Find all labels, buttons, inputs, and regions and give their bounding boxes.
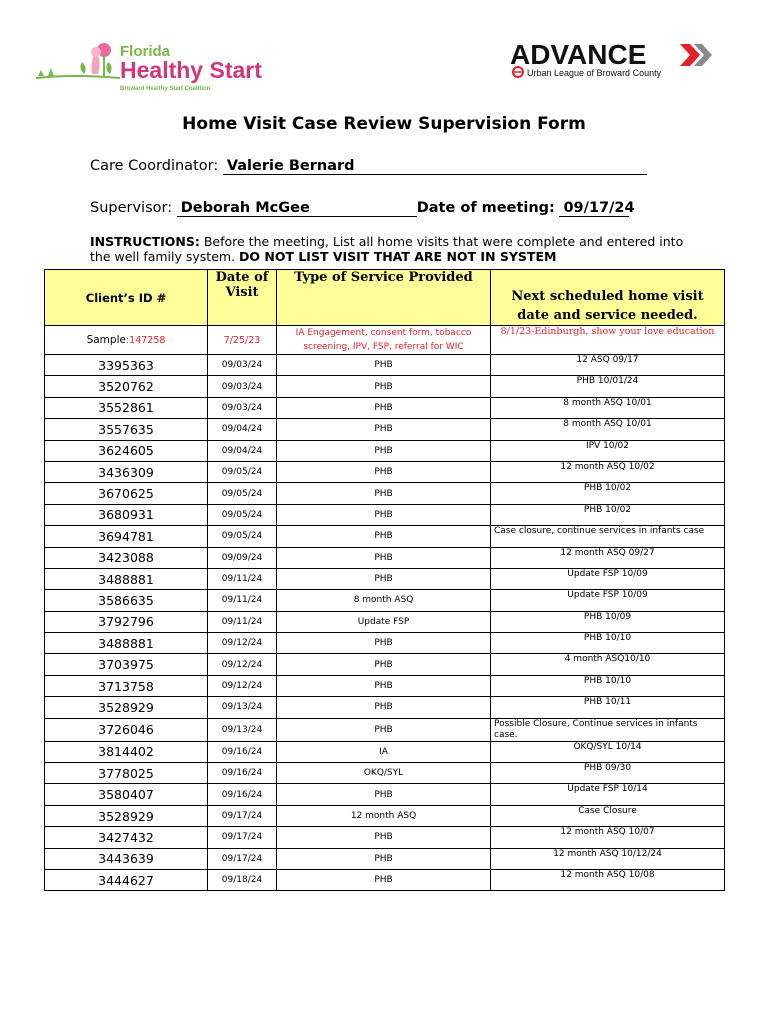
form-title: Home Visit Case Review Supervision Form bbox=[182, 114, 586, 134]
client-id-cell[interactable]: 3557635 bbox=[45, 419, 208, 440]
client-id-cell[interactable]: 3680931 bbox=[45, 504, 208, 525]
service-cell[interactable]: PHB bbox=[277, 675, 491, 696]
table-row bbox=[45, 784, 725, 805]
table-row bbox=[45, 763, 725, 784]
date-of-visit-cell[interactable]: 09/05/24 bbox=[208, 526, 277, 547]
client-id-cell[interactable]: 3552861 bbox=[45, 397, 208, 418]
next-visit-cell[interactable]: 12 ASQ 09/17 bbox=[491, 355, 725, 376]
client-id-cell[interactable]: 3670625 bbox=[45, 483, 208, 504]
client-id-cell[interactable]: 3814402 bbox=[45, 741, 208, 762]
service-cell[interactable]: IA bbox=[277, 741, 491, 762]
service-cell[interactable]: 12 month ASQ bbox=[277, 805, 491, 826]
service-cell[interactable]: PHB bbox=[277, 654, 491, 675]
table-row bbox=[45, 526, 725, 547]
supervisor-label: Supervisor: bbox=[90, 200, 173, 216]
table-row bbox=[45, 461, 725, 482]
next-visit-cell[interactable]: PHB 10/11 bbox=[491, 697, 725, 718]
next-visit-cell[interactable]: 12 month ASQ 10/02 bbox=[491, 461, 725, 482]
service-cell[interactable]: PHB bbox=[277, 718, 491, 741]
table-row bbox=[45, 483, 725, 504]
date-of-visit-cell[interactable]: 09/17/24 bbox=[208, 805, 277, 826]
client-id-cell[interactable]: 3624605 bbox=[45, 440, 208, 461]
service-cell[interactable]: PHB bbox=[277, 419, 491, 440]
table-row bbox=[45, 741, 725, 762]
client-id-cell[interactable]: 3423088 bbox=[45, 547, 208, 568]
table-row bbox=[45, 827, 725, 848]
care-coordinator-label: Care Coordinator: bbox=[90, 158, 219, 174]
client-id-cell[interactable]: 3488881 bbox=[45, 568, 208, 589]
header-date-of-visit: Date of Visit bbox=[208, 270, 277, 326]
table-row bbox=[45, 718, 725, 741]
supervisor-row bbox=[90, 200, 635, 217]
table-row bbox=[45, 805, 725, 826]
florida-healthy-start-logo bbox=[34, 40, 294, 96]
next-visit-cell[interactable]: PHB 10/02 bbox=[491, 504, 725, 525]
client-id-cell[interactable]: 3713758 bbox=[45, 675, 208, 696]
table-row bbox=[45, 697, 725, 718]
date-of-visit-cell[interactable]: 09/12/24 bbox=[208, 654, 277, 675]
client-id-cell[interactable]: 3427432 bbox=[45, 827, 208, 848]
next-visit-cell[interactable]: 8 month ASQ 10/01 bbox=[491, 397, 725, 418]
next-visit-cell[interactable]: 8 month ASQ 10/01 bbox=[491, 419, 725, 440]
client-id-cell[interactable]: 3528929 bbox=[45, 805, 208, 826]
header-client-id: Client’s ID # bbox=[45, 270, 208, 326]
service-cell[interactable]: PHB bbox=[277, 633, 491, 654]
date-of-visit-cell[interactable]: 09/16/24 bbox=[208, 741, 277, 762]
date-of-visit-cell[interactable]: 09/17/24 bbox=[208, 827, 277, 848]
service-cell[interactable]: PHB bbox=[277, 483, 491, 504]
service-cell[interactable]: PHB bbox=[277, 784, 491, 805]
table-row bbox=[45, 848, 725, 869]
supervisor-field[interactable]: Deborah McGee bbox=[177, 200, 417, 217]
sample-next: 8/1/23-Edinburgh, show your love education bbox=[491, 326, 725, 355]
instructions-warning: DO NOT LIST VISIT THAT ARE NOT IN SYSTEM bbox=[239, 249, 557, 264]
next-visit-cell[interactable]: Update FSP 10/09 bbox=[491, 590, 725, 611]
date-of-visit-cell[interactable]: 09/11/24 bbox=[208, 590, 277, 611]
service-cell[interactable]: 8 month ASQ bbox=[277, 590, 491, 611]
service-cell[interactable]: PHB bbox=[277, 440, 491, 461]
care-coordinator-row bbox=[90, 158, 647, 175]
date-of-visit-cell[interactable]: 09/12/24 bbox=[208, 675, 277, 696]
table-row bbox=[45, 633, 725, 654]
next-visit-cell[interactable]: 12 month ASQ 10/07 bbox=[491, 827, 725, 848]
table-row bbox=[45, 376, 725, 397]
date-of-visit-cell[interactable]: 09/16/24 bbox=[208, 784, 277, 805]
logo-subtitle: Urban League of Broward County bbox=[527, 68, 662, 78]
next-visit-cell[interactable]: PHB 10/01/24 bbox=[491, 376, 725, 397]
next-visit-cell[interactable]: OKQ/SYL 10/14 bbox=[491, 741, 725, 762]
service-cell[interactable]: PHB bbox=[277, 397, 491, 418]
next-visit-cell[interactable]: PHB 10/02 bbox=[491, 483, 725, 504]
table-row bbox=[45, 590, 725, 611]
table-row bbox=[45, 504, 725, 525]
table-row bbox=[45, 397, 725, 418]
sample-date: 7/25/23 bbox=[208, 326, 277, 355]
service-cell[interactable]: Update FSP bbox=[277, 611, 491, 632]
service-cell[interactable]: OKQ/SYL bbox=[277, 763, 491, 784]
date-of-meeting-label: Date of meeting: bbox=[416, 200, 555, 216]
client-id-cell[interactable]: 3580407 bbox=[45, 784, 208, 805]
client-id-cell[interactable]: 3586635 bbox=[45, 590, 208, 611]
service-cell[interactable]: PHB bbox=[277, 848, 491, 869]
next-visit-cell[interactable]: Case closure, continue services in infants case bbox=[491, 526, 725, 547]
table-row bbox=[45, 440, 725, 461]
date-of-visit-cell[interactable]: 09/05/24 bbox=[208, 504, 277, 525]
table-row bbox=[45, 419, 725, 440]
table-row bbox=[45, 869, 725, 890]
next-visit-cell[interactable]: 12 month ASQ 10/08 bbox=[491, 869, 725, 890]
service-cell[interactable]: PHB bbox=[277, 697, 491, 718]
table-row bbox=[45, 355, 725, 376]
service-cell[interactable]: PHB bbox=[277, 827, 491, 848]
next-visit-cell[interactable]: IPV 10/02 bbox=[491, 440, 725, 461]
service-cell[interactable]: PHB bbox=[277, 869, 491, 890]
client-id-cell[interactable]: 3778025 bbox=[45, 763, 208, 784]
advance-logo bbox=[508, 38, 718, 82]
client-id-cell[interactable]: 3528929 bbox=[45, 697, 208, 718]
next-visit-cell[interactable]: 12 month ASQ 09/27 bbox=[491, 547, 725, 568]
table-header-row bbox=[45, 270, 725, 326]
header-next-visit: Next scheduled home visit date and service needed. bbox=[491, 270, 725, 326]
next-visit-cell[interactable]: PHB 10/09 bbox=[491, 611, 725, 632]
service-cell[interactable]: PHB bbox=[277, 376, 491, 397]
date-of-visit-cell[interactable]: 09/11/24 bbox=[208, 611, 277, 632]
service-cell[interactable]: PHB bbox=[277, 504, 491, 525]
date-of-visit-cell[interactable]: 09/12/24 bbox=[208, 633, 277, 654]
client-id-cell[interactable]: 3726046 bbox=[45, 718, 208, 741]
header-type-of-service: Type of Service Provided bbox=[277, 270, 491, 326]
date-of-visit-cell[interactable]: 09/05/24 bbox=[208, 483, 277, 504]
client-id-cell[interactable]: 3444627 bbox=[45, 869, 208, 890]
flower-logo-icon bbox=[34, 40, 294, 96]
date-of-visit-cell[interactable]: 09/04/24 bbox=[208, 419, 277, 440]
date-of-visit-cell[interactable]: 09/04/24 bbox=[208, 440, 277, 461]
sample-client-id: Sample:147258 bbox=[45, 326, 208, 355]
date-of-visit-cell[interactable]: 09/11/24 bbox=[208, 568, 277, 589]
next-visit-cell[interactable]: PHB 09/30 bbox=[491, 763, 725, 784]
care-coordinator-field[interactable]: Valerie Bernard bbox=[223, 158, 647, 175]
date-of-visit-cell[interactable]: 09/03/24 bbox=[208, 397, 277, 418]
date-of-meeting-field[interactable]: 09/17/24 bbox=[559, 200, 629, 217]
date-of-visit-cell[interactable]: 09/13/24 bbox=[208, 697, 277, 718]
date-of-visit-cell[interactable]: 09/17/24 bbox=[208, 848, 277, 869]
next-visit-cell[interactable]: Update FSP 10/14 bbox=[491, 784, 725, 805]
table-row bbox=[45, 675, 725, 696]
client-id-cell[interactable]: 3395363 bbox=[45, 355, 208, 376]
table-row bbox=[45, 611, 725, 632]
service-cell[interactable]: PHB bbox=[277, 461, 491, 482]
client-id-cell[interactable]: 3488881 bbox=[45, 633, 208, 654]
home-visit-table bbox=[44, 269, 725, 891]
date-of-visit-cell[interactable]: 09/13/24 bbox=[208, 718, 277, 741]
client-id-cell[interactable]: 3520762 bbox=[45, 376, 208, 397]
instructions-text: Before the meeting, List all home visits that were complete and entered into the well family system. bbox=[90, 234, 684, 264]
logo-tagline: Broward Healthy Start Coalition bbox=[120, 86, 211, 92]
service-cell[interactable]: PHB bbox=[277, 547, 491, 568]
client-id-cell[interactable]: 3792796 bbox=[45, 611, 208, 632]
next-visit-cell[interactable]: 4 month ASQ10/10 bbox=[491, 654, 725, 675]
table-row bbox=[45, 547, 725, 568]
date-of-visit-cell[interactable]: 09/03/24 bbox=[208, 376, 277, 397]
logo-text-florida: Florida bbox=[120, 43, 171, 60]
date-of-visit-cell[interactable]: 09/16/24 bbox=[208, 763, 277, 784]
date-of-visit-cell[interactable]: 09/18/24 bbox=[208, 869, 277, 890]
client-id-cell[interactable]: 3694781 bbox=[45, 526, 208, 547]
sample-service: IA Engagement, consent form, tobacco screening, IPV, FSP, referral for WIC bbox=[277, 326, 491, 355]
next-visit-cell[interactable]: Case Closure bbox=[491, 805, 725, 826]
logo-text-healthy-start: Healthy Start bbox=[120, 57, 262, 83]
sample-row bbox=[45, 326, 725, 355]
next-visit-cell[interactable]: 12 month ASQ 10/12/24 bbox=[491, 848, 725, 869]
next-visit-cell[interactable]: Possible Closure, Continue services in infants case. bbox=[491, 718, 725, 741]
client-id-cell[interactable]: 3443639 bbox=[45, 848, 208, 869]
client-id-cell[interactable]: 3703975 bbox=[45, 654, 208, 675]
date-of-visit-cell[interactable]: 09/09/24 bbox=[208, 547, 277, 568]
table-row bbox=[45, 654, 725, 675]
next-visit-cell[interactable]: Update FSP 10/09 bbox=[491, 568, 725, 589]
table-row bbox=[45, 568, 725, 589]
date-of-visit-cell[interactable]: 09/03/24 bbox=[208, 355, 277, 376]
instructions bbox=[90, 234, 690, 264]
client-id-cell[interactable]: 3436309 bbox=[45, 461, 208, 482]
next-visit-cell[interactable]: PHB 10/10 bbox=[491, 675, 725, 696]
date-of-visit-cell[interactable]: 09/05/24 bbox=[208, 461, 277, 482]
service-cell[interactable]: PHB bbox=[277, 355, 491, 376]
instructions-label: INSTRUCTIONS: bbox=[90, 234, 200, 249]
service-cell[interactable]: PHB bbox=[277, 526, 491, 547]
service-cell[interactable]: PHB bbox=[277, 568, 491, 589]
logo-text-advance: ADVANCE bbox=[510, 39, 647, 70]
next-visit-cell[interactable]: PHB 10/10 bbox=[491, 633, 725, 654]
